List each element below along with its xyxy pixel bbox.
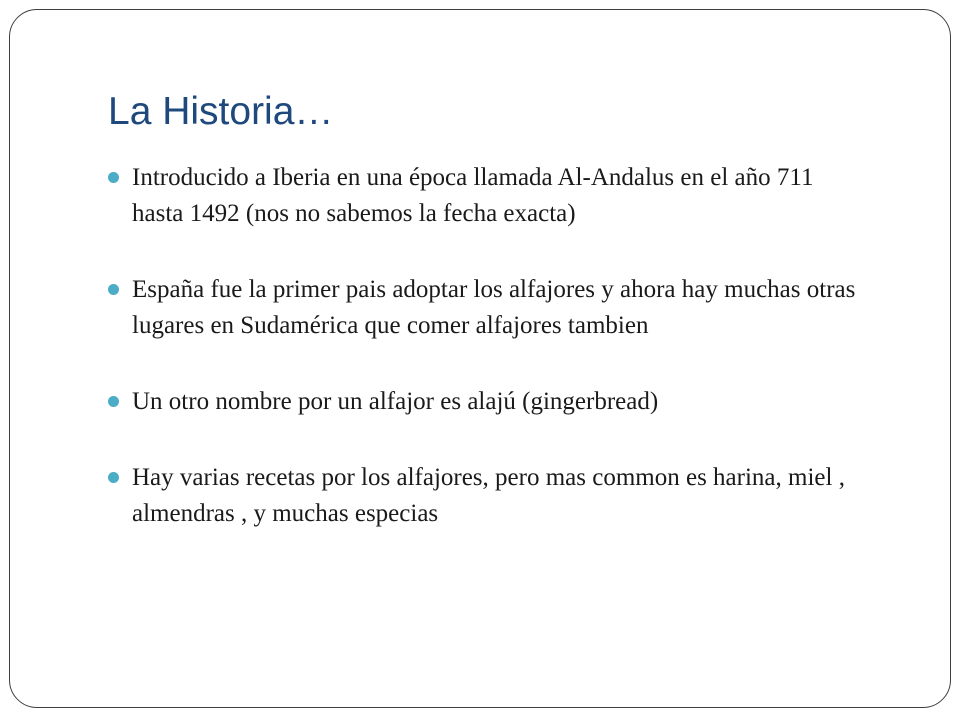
bullet-dot-icon <box>108 472 119 483</box>
bullet-dot-icon <box>108 172 119 183</box>
bullet-text: Introducido a Iberia en una época llamada Al-Andalus en el año 711 hasta 1492 (nos no sabemos la fecha exacta) <box>132 164 814 227</box>
bullet-item <box>132 272 862 344</box>
bullet-list <box>132 160 862 532</box>
slide-title: La Historia… <box>108 90 334 133</box>
bullet-item <box>132 160 862 232</box>
bullet-item <box>132 384 862 420</box>
bullet-item <box>132 460 862 532</box>
bullet-dot-icon <box>108 284 119 295</box>
bullet-text: Hay varias recetas por los alfajores, pero mas common es harina, miel , almendras , y muchas especias <box>132 464 845 527</box>
bullet-dot-icon <box>108 396 119 407</box>
bullet-text: Un otro nombre por un alfajor es alajú (gingerbread) <box>132 388 659 415</box>
bullet-text: España fue la primer pais adoptar los alfajores y ahora hay muchas otras lugares en Sudamérica que comer alfajores tambien <box>132 276 856 339</box>
